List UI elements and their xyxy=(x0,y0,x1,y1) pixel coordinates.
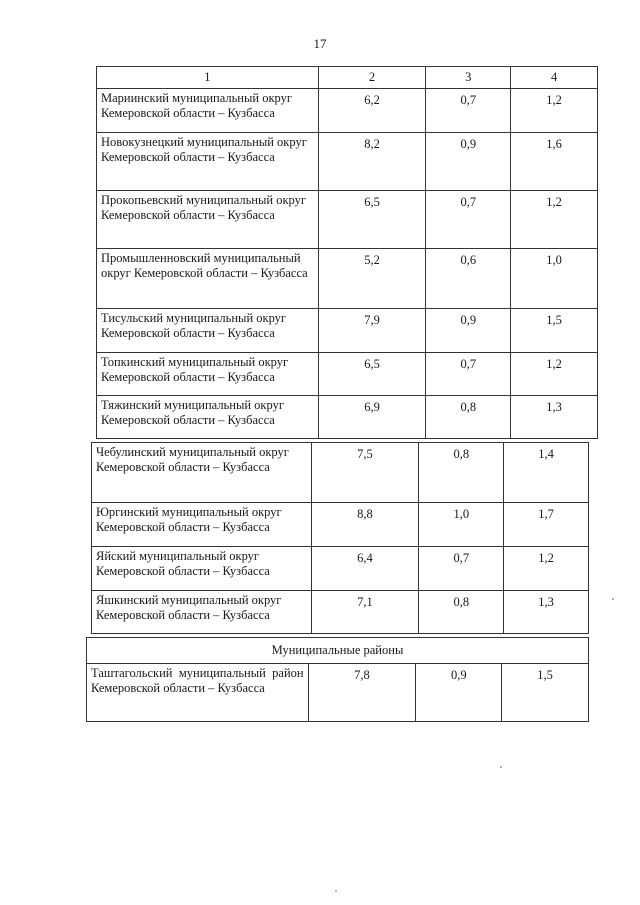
municipal-districts-table xyxy=(96,66,598,439)
row-name: Тяжинский муниципальный округ Кемеровской области – Кузбасса xyxy=(97,396,319,439)
row-value-col-2: 7,9 xyxy=(318,309,426,353)
row-value-col-2: 5,2 xyxy=(318,249,426,309)
header-col-2: 2 xyxy=(318,67,426,89)
municipal-districts-table-continued xyxy=(91,442,589,634)
row-value-col-2: 8,2 xyxy=(318,133,426,191)
row-value-col-4: 1,3 xyxy=(504,591,589,634)
row-name: Чебулинский муниципальный округ Кемеровской области – Кузбасса xyxy=(92,443,312,503)
row-name: Топкинский муниципальный округ Кемеровской области – Кузбасса xyxy=(97,353,319,396)
row-name: Юргинский муниципальный округ Кемеровской области – Кузбасса xyxy=(92,503,312,547)
row-value-col-3: 0,8 xyxy=(419,443,504,503)
row-value-col-3: 0,9 xyxy=(426,133,511,191)
row-value-col-2: 6,5 xyxy=(318,353,426,396)
row-value-col-4: 1,2 xyxy=(511,89,598,133)
table-row xyxy=(87,664,589,722)
row-value-col-4: 1,2 xyxy=(511,191,598,249)
scan-speck xyxy=(612,598,614,600)
row-value-col-4: 1,5 xyxy=(511,309,598,353)
scan-speck xyxy=(335,890,337,892)
row-name: Прокопьевский муниципальный округ Кемеровской области – Кузбасса xyxy=(97,191,319,249)
header-col-1: 1 xyxy=(97,67,319,89)
row-value-col-3: 0,9 xyxy=(416,664,502,722)
row-value-col-3: 0,7 xyxy=(426,191,511,249)
row-name: Новокузнецкий муниципальный округ Кемеровской области – Кузбасса xyxy=(97,133,319,191)
table-row xyxy=(97,89,598,133)
row-value-col-3: 0,6 xyxy=(426,249,511,309)
header-col-4: 4 xyxy=(511,67,598,89)
row-name: Яшкинский муниципальный округ Кемеровской области – Кузбасса xyxy=(92,591,312,634)
row-value-col-4: 1,6 xyxy=(511,133,598,191)
row-value-col-2: 7,8 xyxy=(308,664,416,722)
row-value-col-2: 6,9 xyxy=(318,396,426,439)
table-row xyxy=(92,503,589,547)
row-value-col-3: 0,7 xyxy=(419,547,504,591)
row-value-col-2: 7,5 xyxy=(311,443,419,503)
section-header-row xyxy=(87,638,589,664)
row-value-col-4: 1,0 xyxy=(511,249,598,309)
row-value-col-3: 0,7 xyxy=(426,89,511,133)
table-row xyxy=(97,396,598,439)
table-row xyxy=(92,443,589,503)
table-row xyxy=(92,547,589,591)
table-header-row xyxy=(97,67,598,89)
row-value-col-3: 0,8 xyxy=(419,591,504,634)
row-value-col-3: 1,0 xyxy=(419,503,504,547)
row-value-col-3: 0,9 xyxy=(426,309,511,353)
page-number: 17 xyxy=(313,36,327,51)
row-value-col-2: 8,8 xyxy=(311,503,419,547)
table-row xyxy=(92,591,589,634)
row-value-col-3: 0,7 xyxy=(426,353,511,396)
table-row xyxy=(97,249,598,309)
row-name: Промышленновский муниципальный округ Кемеровской области – Кузбасса xyxy=(97,249,319,309)
row-value-col-4: 1,4 xyxy=(504,443,589,503)
scan-speck xyxy=(500,766,502,768)
row-value-col-2: 6,4 xyxy=(311,547,419,591)
row-name: Мариинский муниципальный округ Кемеровской области – Кузбасса xyxy=(97,89,319,133)
row-value-col-4: 1,3 xyxy=(511,396,598,439)
header-col-3: 3 xyxy=(426,67,511,89)
row-value-col-4: 1,7 xyxy=(504,503,589,547)
row-value-col-4: 1,2 xyxy=(511,353,598,396)
municipal-regions-table xyxy=(86,637,589,722)
row-value-col-4: 1,5 xyxy=(502,664,589,722)
row-value-col-2: 6,2 xyxy=(318,89,426,133)
row-name: Таштагольский муниципальный район Кемеровской области – Кузбасса xyxy=(87,664,309,722)
row-value-col-2: 7,1 xyxy=(311,591,419,634)
table-row xyxy=(97,191,598,249)
table-row xyxy=(97,353,598,396)
section-title: Муниципальные районы xyxy=(87,638,589,664)
row-name: Яйский муниципальный округ Кемеровской области – Кузбасса xyxy=(92,547,312,591)
table-row xyxy=(97,133,598,191)
table-row xyxy=(97,309,598,353)
row-value-col-4: 1,2 xyxy=(504,547,589,591)
row-value-col-2: 6,5 xyxy=(318,191,426,249)
row-value-col-3: 0,8 xyxy=(426,396,511,439)
row-name: Тисульский муниципальный округ Кемеровской области – Кузбасса xyxy=(97,309,319,353)
